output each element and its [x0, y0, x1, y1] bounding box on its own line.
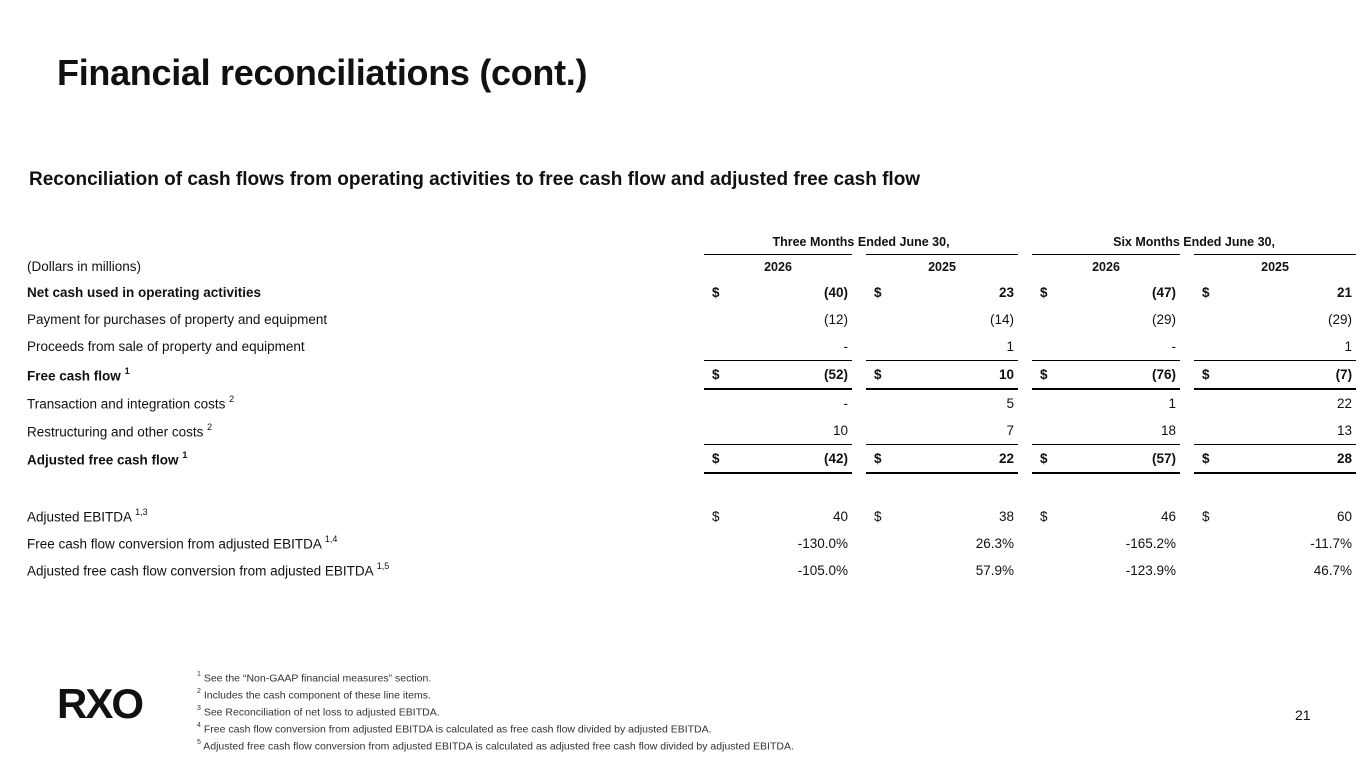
- year-header: 2025: [866, 255, 1018, 280]
- cell-value: (40): [823, 285, 848, 300]
- currency-symbol: [866, 557, 910, 584]
- footnote-ref: 2: [229, 393, 235, 404]
- currency-symbol: $: [866, 361, 910, 390]
- page-title: Financial reconciliations (cont.): [57, 52, 588, 93]
- currency-symbol: [866, 306, 910, 333]
- currency-symbol: [704, 389, 748, 417]
- footnote-ref: 1,5: [376, 561, 390, 572]
- currency-symbol: [704, 306, 748, 333]
- group-header-three-months: Three Months Ended June 30,: [772, 235, 950, 249]
- currency-symbol: [866, 417, 910, 445]
- cell-value: 18: [1160, 423, 1177, 438]
- footnote-ref: 2: [207, 421, 213, 432]
- footnote-ref: 1: [124, 365, 130, 376]
- footnotes: [197, 669, 794, 754]
- currency-symbol: [1032, 306, 1076, 333]
- currency-symbol: [704, 333, 748, 361]
- cell-value: 1: [1006, 339, 1015, 354]
- footnote: $^2$ Includes the cash component of these line items.: [197, 688, 431, 702]
- cell-value: (14): [990, 312, 1015, 327]
- row-label: Free cash flow $^1$: [27, 365, 130, 383]
- cell-value: (12): [823, 312, 848, 327]
- cell-value: 22: [1337, 396, 1353, 411]
- currency-symbol: [704, 530, 748, 557]
- currency-symbol: [866, 333, 910, 361]
- cell-value: 26.3%: [975, 536, 1015, 551]
- spacer-row: [0, 473, 1365, 503]
- table-row: [0, 361, 1365, 390]
- table-row: [0, 389, 1365, 417]
- year-header-row: [0, 255, 1365, 280]
- cell-value: 1: [1344, 339, 1353, 354]
- currency-symbol: [1194, 306, 1238, 333]
- cell-value: 60: [1337, 509, 1353, 524]
- footnote-ref: 1,3: [135, 507, 148, 518]
- table-subtitle: Reconciliation of cash flows from operating activities to free cash flow and adjusted free cash flow: [29, 169, 921, 190]
- currency-symbol: [704, 557, 748, 584]
- currency-symbol: $: [1032, 445, 1076, 474]
- currency-symbol: $: [1040, 509, 1048, 524]
- row-label: Free cash flow conversion from adjusted EBITDA $^{1,4}$: [27, 534, 338, 552]
- currency-symbol: [1194, 333, 1238, 361]
- currency-symbol: [866, 530, 910, 557]
- units-label: (Dollars in millions): [27, 259, 142, 275]
- cell-value: -123.9%: [1125, 563, 1177, 578]
- table-row: [0, 503, 1365, 530]
- cell-value: -: [843, 396, 848, 411]
- page-number: 21: [1295, 707, 1311, 723]
- cell-value: -: [1171, 339, 1177, 354]
- currency-symbol: $: [704, 361, 748, 390]
- cell-value: 21: [1337, 285, 1353, 300]
- currency-symbol: [1194, 417, 1238, 445]
- currency-symbol: $: [1032, 361, 1076, 390]
- cell-value: 28: [1238, 445, 1356, 474]
- table-row: [0, 530, 1365, 557]
- cell-value: 40: [832, 509, 848, 524]
- footnote: $^5$ Adjusted free cash flow conversion from adjusted EBITDA is calculated as adjusted free cash flow divided by adjusted EBITDA.: [197, 739, 794, 753]
- currency-symbol: [1032, 333, 1076, 361]
- row-label: Transaction and integration costs $^2$: [27, 393, 235, 412]
- cell-value: 13: [1337, 423, 1353, 438]
- currency-symbol: [704, 417, 748, 445]
- cell-value: (29): [1152, 312, 1177, 327]
- row-label: Proceeds from sale of property and equipment: [27, 339, 305, 355]
- currency-symbol: $: [874, 285, 882, 300]
- currency-symbol: $: [866, 445, 910, 474]
- table-row: [0, 445, 1365, 474]
- currency-symbol: $: [1040, 285, 1048, 300]
- footnote: $^3$ See Reconciliation of net loss to adjusted EBITDA.: [197, 705, 440, 719]
- table-row: [0, 333, 1365, 361]
- currency-symbol: $: [712, 509, 720, 524]
- currency-symbol: [1032, 557, 1076, 584]
- footnote: $^4$ Free cash flow conversion from adjusted EBITDA is calculated as free cash flow divided by adjusted EBITDA.: [197, 722, 712, 736]
- cell-value: -11.7%: [1310, 536, 1353, 551]
- reconciliation-table: [0, 230, 1365, 584]
- table-row: [0, 417, 1365, 445]
- currency-symbol: $: [874, 509, 882, 524]
- footnote: $^1$ See the “Non-GAAP financial measures” section.: [197, 671, 432, 685]
- currency-symbol: $: [1194, 361, 1238, 390]
- cell-value: (76): [1076, 361, 1180, 390]
- cell-value: (7): [1238, 361, 1356, 390]
- cell-value: 22: [910, 445, 1018, 474]
- cell-value: -130.0%: [797, 536, 848, 551]
- cell-value: 38: [998, 509, 1015, 524]
- table-row: [0, 279, 1365, 306]
- row-label: Adjusted free cash flow $^1$: [27, 449, 188, 467]
- row-label: Adjusted free cash flow conversion from adjusted EBITDA $^{1,5}$: [27, 561, 390, 579]
- cell-value: 23: [998, 285, 1015, 300]
- cell-value: 10: [910, 361, 1018, 390]
- year-header: 2025: [1194, 255, 1356, 280]
- row-label: Payment for purchases of property and equipment: [27, 312, 328, 327]
- currency-symbol: [1194, 530, 1238, 557]
- row-label: Net cash used in operating activities: [27, 285, 262, 300]
- currency-symbol: $: [704, 445, 748, 474]
- table-row: [0, 306, 1365, 333]
- currency-symbol: [1194, 557, 1238, 584]
- year-header: 2026: [1032, 255, 1180, 280]
- currency-symbol: $: [1194, 445, 1238, 474]
- currency-symbol: [1032, 389, 1076, 417]
- cell-value: 7: [1006, 423, 1015, 438]
- group-header-six-months: Six Months Ended June 30,: [1113, 235, 1275, 249]
- table-row: [0, 557, 1365, 584]
- row-label: Adjusted EBITDA $^{1,3}$: [27, 507, 148, 525]
- cell-value: 46.7%: [1313, 563, 1353, 578]
- currency-symbol: [1194, 389, 1238, 417]
- cell-value: 46: [1160, 509, 1177, 524]
- cell-value: (42): [748, 445, 852, 474]
- currency-symbol: $: [1202, 285, 1210, 300]
- currency-symbol: [1032, 530, 1076, 557]
- cell-value: -: [843, 339, 848, 354]
- cell-value: (47): [1152, 285, 1177, 300]
- cell-value: (52): [748, 361, 852, 390]
- footnote-ref: 1: [182, 449, 188, 460]
- currency-symbol: $: [712, 285, 720, 300]
- cell-value: -165.2%: [1125, 536, 1177, 551]
- rxo-logo: RXO: [57, 680, 143, 727]
- currency-symbol: [1032, 417, 1076, 445]
- cell-value: -105.0%: [797, 563, 848, 578]
- cell-value: (29): [1328, 312, 1353, 327]
- cell-value: 57.9%: [975, 563, 1015, 578]
- footnote-ref: 1,4: [324, 534, 338, 545]
- currency-symbol: [866, 389, 910, 417]
- row-label: Restructuring and other costs $^2$: [27, 421, 213, 439]
- cell-value: 5: [1006, 396, 1015, 411]
- cell-value: 1: [1168, 396, 1177, 411]
- group-header-row: [0, 230, 1365, 255]
- cell-value: (57): [1076, 445, 1180, 474]
- year-header: 2026: [704, 255, 852, 280]
- cell-value: 10: [832, 423, 848, 438]
- currency-symbol: $: [1202, 509, 1210, 524]
